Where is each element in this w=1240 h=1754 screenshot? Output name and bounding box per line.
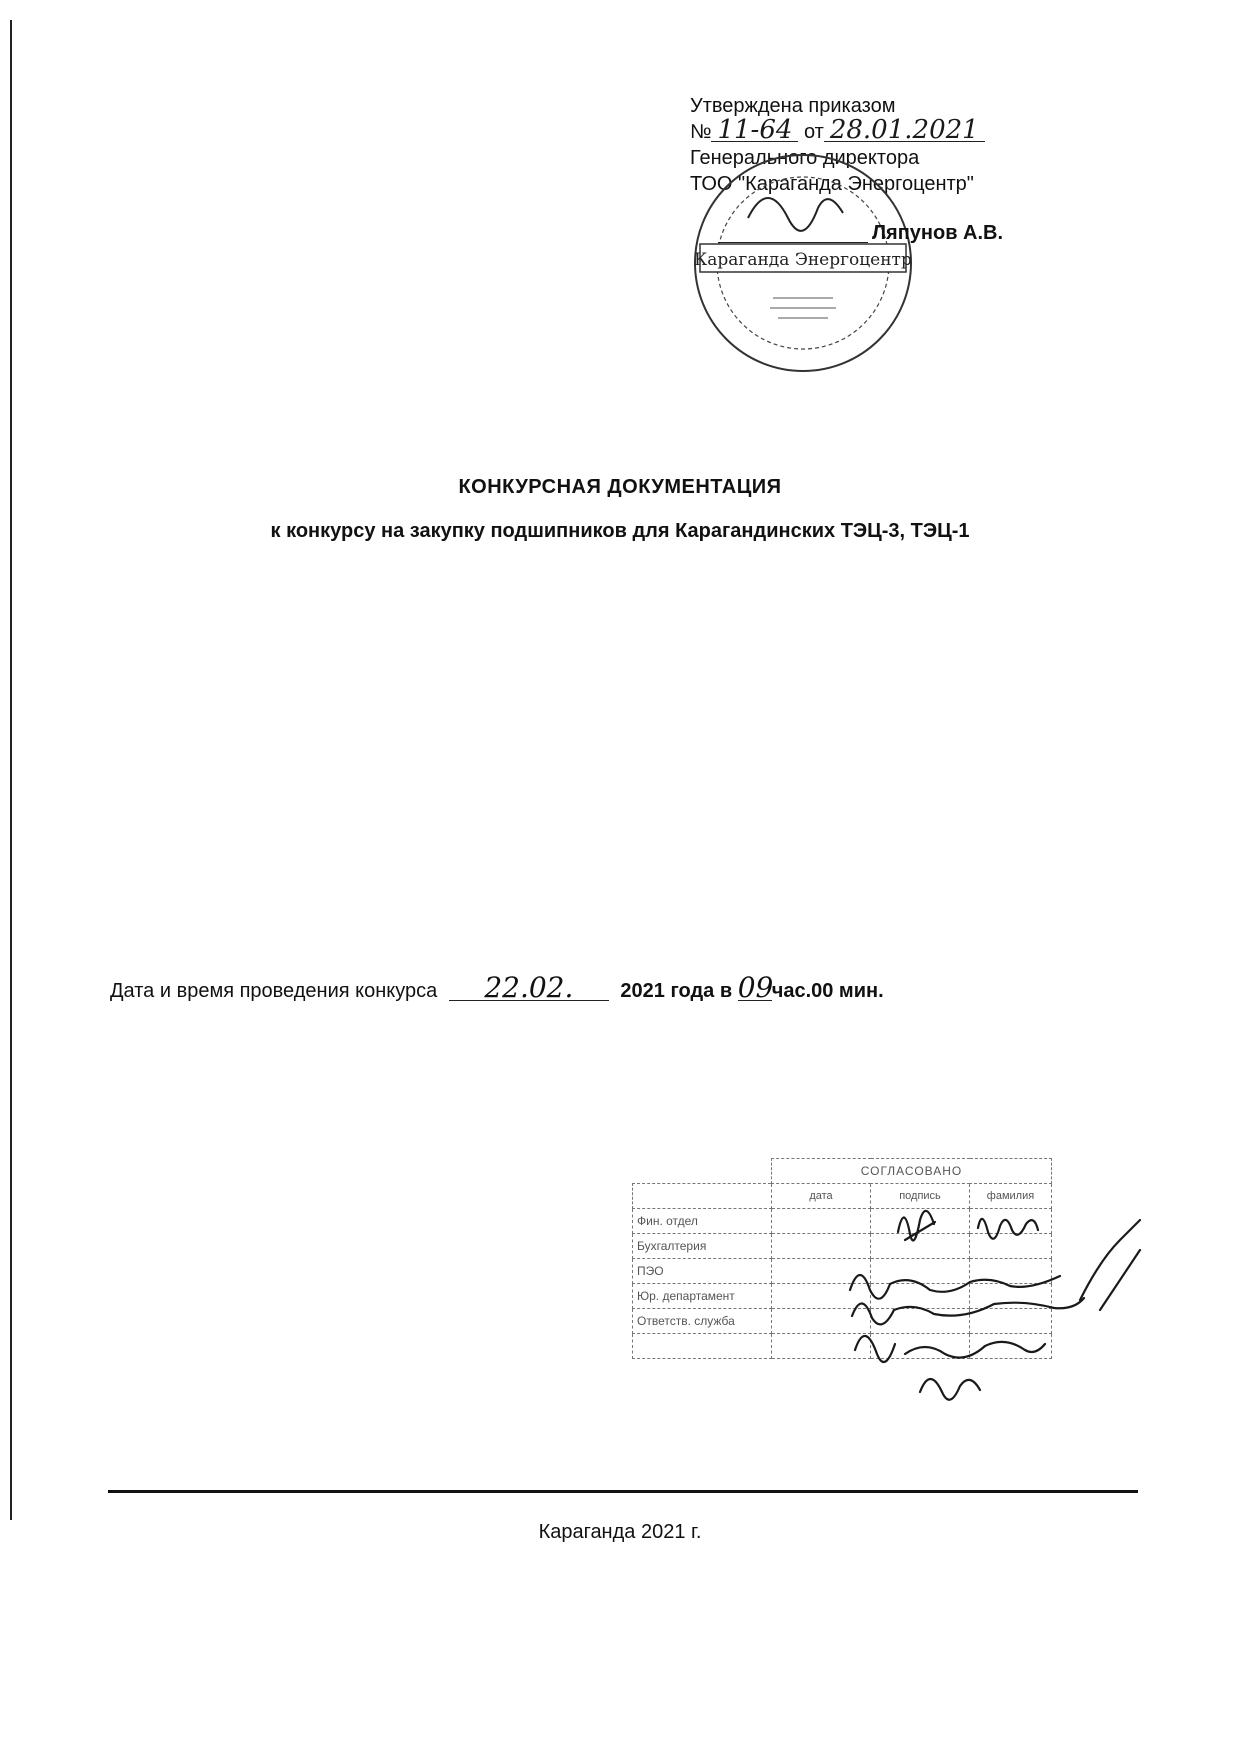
footer-rule [108,1490,1138,1493]
footer-place-year: Караганда 2021 г. [538,1521,702,1543]
approval-order-line [690,115,985,145]
document-subtitle: к конкурсу на закупку подшипников для Карагандинских ТЭЦ-3, ТЭЦ-1 [270,520,970,542]
agreement-col-signature: подпись [871,1184,970,1209]
agreement-col-name: фамилия [970,1184,1052,1209]
agreement-dept: Юр. департамент [633,1284,772,1309]
order-date-prefix: от [803,121,824,143]
agreement-dept: Бухгалтерия [633,1234,772,1259]
signature-margin [1080,1220,1140,1310]
agreement-col-date: дата [772,1184,871,1209]
contest-date-field: 22.02. [449,976,609,1001]
agreement-dept: ПЭО [633,1259,772,1284]
approval-line-1: Утверждена приказом [690,95,896,117]
contest-datetime-label: Дата и время проведения конкурса [110,980,438,1002]
signature-extra [920,1379,980,1400]
agreement-heading: СОГЛАСОВАНО [772,1159,1052,1184]
contest-hour-field: 09 [737,971,774,1004]
order-number-prefix: № [690,121,712,143]
director-name: Ляпунов А.В. [872,222,1004,244]
agreement-row [633,1309,1052,1334]
agreement-row [633,1284,1052,1309]
agreement-col-empty [633,1184,772,1209]
director-signature-line [718,242,868,243]
contest-time-suffix: час.00 мин. [771,980,884,1002]
agreement-row [633,1259,1052,1284]
approval-line-4: ТОО "Караганда Энергоцентр" [690,173,974,195]
contest-year: 2021 года в [620,980,733,1002]
agreement-dept: Ответств. служба [633,1309,772,1334]
agreement-row [633,1234,1052,1259]
order-date: 28.01.2021 [824,119,985,142]
agreement-row [633,1334,1052,1359]
company-seal [678,148,928,378]
seal-org-name: Караганда Энергоцентр [694,250,912,270]
document-title: КОНКУРСНАЯ ДОКУМЕНТАЦИЯ [458,476,782,498]
approval-line-3: Генерального директора [690,147,920,169]
scan-edge-line [10,20,12,1520]
order-number: 11-64 [711,119,798,142]
agreement-dept [633,1334,772,1359]
agreement-dept: Фин. отдел [633,1209,772,1234]
agreement-table [632,1158,1052,1359]
contest-datetime [110,971,884,1004]
agreement-row [633,1209,1052,1234]
agreement-corner [633,1159,772,1184]
